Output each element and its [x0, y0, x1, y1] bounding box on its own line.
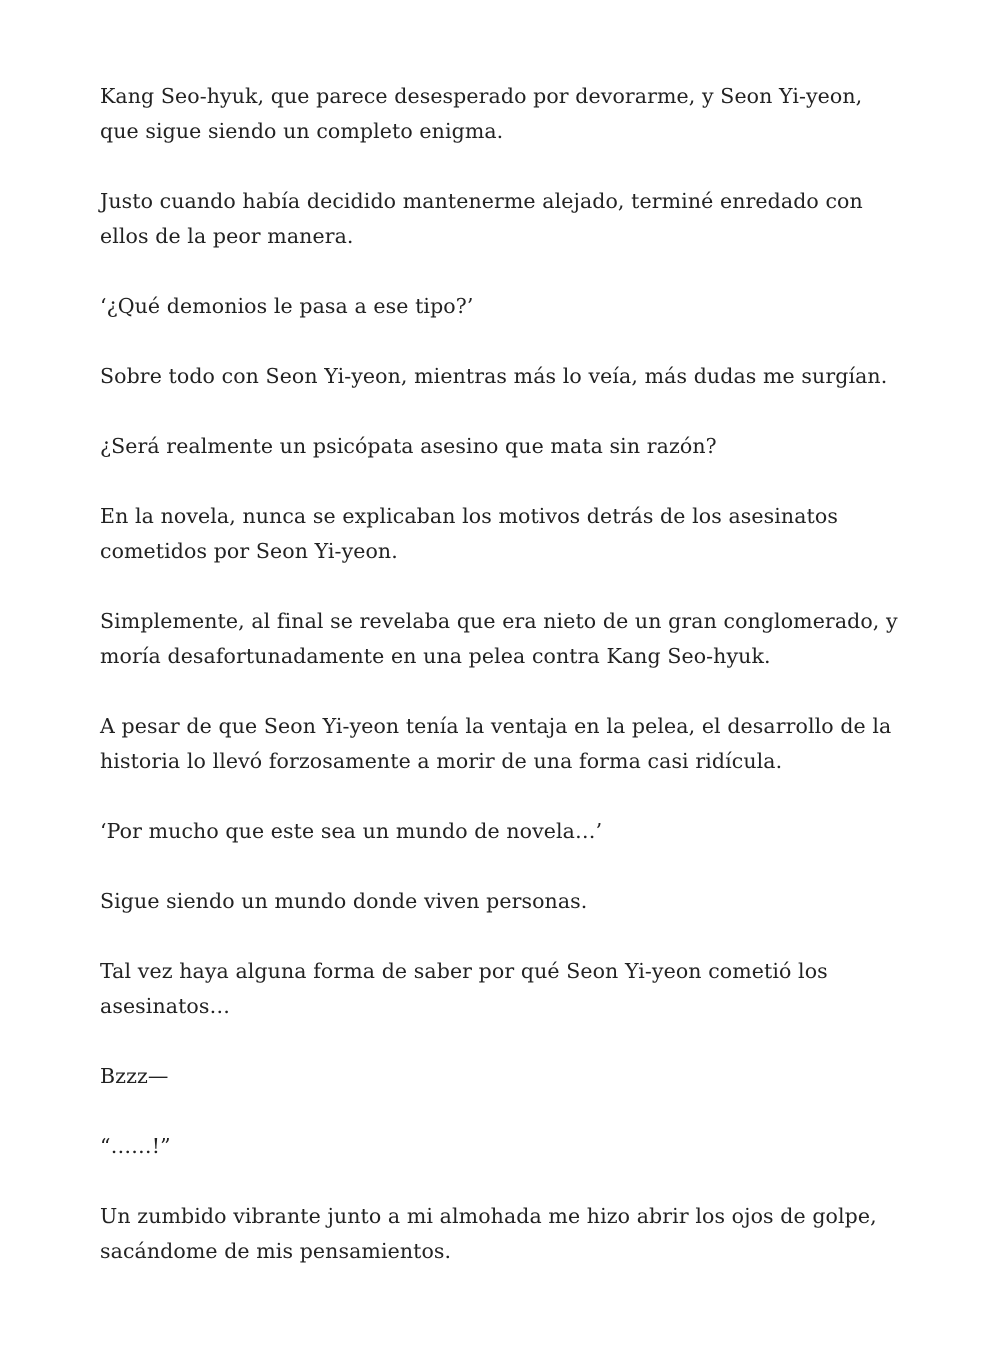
paragraph-5: ¿Será realmente un psicópata asesino que mata sin razón?: [100, 434, 717, 458]
paragraph-12: Bzzz—: [100, 1064, 169, 1088]
paragraph-10: Sigue siendo un mundo donde viven personas.: [100, 889, 588, 913]
paragraph-1: Kang Seo-hyuk, que parece desesperado por devorarme, y Seon Yi-yeon, que sigue siendo un completo enigma.: [100, 84, 863, 143]
paragraph-2: Justo cuando había decidido mantenerme alejado, terminé enredado con ellos de la peor manera.: [100, 189, 863, 248]
paragraph-6: En la novela, nunca se explicaban los motivos detrás de los asesinatos cometidos por Seon Yi-yeon.: [100, 504, 838, 563]
document-body: [100, 79, 900, 1269]
paragraph-14: Un zumbido vibrante junto a mi almohada me hizo abrir los ojos de golpe, sacándome de mis pensamientos.: [100, 1204, 877, 1263]
paragraph-9: ‘Por mucho que este sea un mundo de novela…’: [100, 819, 603, 843]
paragraph-13: “……!”: [100, 1134, 171, 1158]
paragraph-3: ‘¿Qué demonios le pasa a ese tipo?’: [100, 294, 474, 318]
paragraph-7: Simplemente, al final se revelaba que era nieto de un gran conglomerado, y moría desafortunadamente en una pelea contra Kang Seo-hyuk.: [100, 609, 898, 668]
paragraph-4: Sobre todo con Seon Yi-yeon, mientras más lo veía, más dudas me surgían.: [100, 364, 888, 388]
paragraph-8: A pesar de que Seon Yi-yeon tenía la ventaja en la pelea, el desarrollo de la historia lo llevó forzosamente a morir de una forma casi ridícula.: [100, 714, 892, 773]
paragraph-11: Tal vez haya alguna forma de saber por qué Seon Yi-yeon cometió los asesinatos…: [100, 959, 828, 1018]
